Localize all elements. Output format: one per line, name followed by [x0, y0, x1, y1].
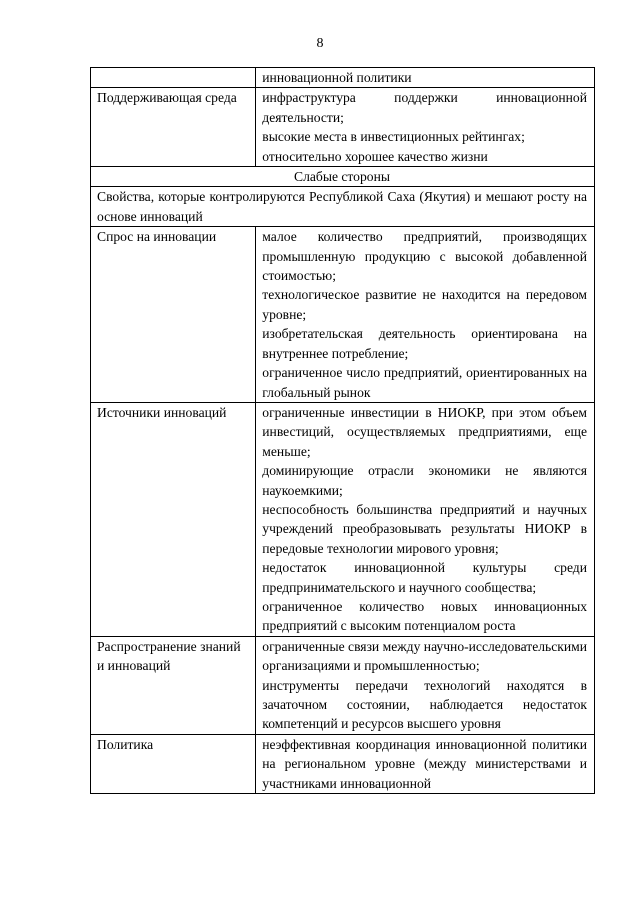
section-header-weaknesses: Слабые стороны — [91, 167, 595, 187]
table-cell-text — [256, 734, 595, 793]
page-number: 8 — [316, 36, 324, 51]
table-row — [91, 402, 595, 636]
table-cell-text — [256, 402, 595, 636]
list-item: инфраструктура поддержки инновационной деятельности; — [262, 90, 587, 125]
table-row — [91, 88, 595, 167]
list-item: неэффективная координация инновационной политики на региональном уровне (между министерствами и участниками инновационной — [262, 736, 587, 791]
list-item: высокие места в инвестиционных рейтингах; — [262, 129, 525, 145]
row-label-supporting-env: Поддерживающая среда — [91, 88, 256, 167]
list-item: ограниченное количество новых инновационных предприятий с высоким потенциалом роста — [262, 598, 587, 634]
row-label-innovation-demand: Спрос на инновации — [91, 227, 256, 403]
list-item: ограниченное число предприятий, ориентированных на глобальный рынок — [262, 365, 587, 400]
table-cell-text — [256, 227, 595, 403]
list-item: инструменты передачи технологий находятся в зачаточном состоянии, наблюдается недостаток компетенций и ресурсов высшего уровня — [262, 677, 587, 732]
strategy-table — [90, 67, 595, 794]
row-label-innovation-sources: Источники инноваций — [91, 402, 256, 636]
continuation-text: инновационной политики — [262, 70, 412, 85]
list-item: изобретательская деятельность ориентирована на внутреннее потребление; — [262, 326, 587, 361]
list-item: относительно хорошее качество жизни — [262, 148, 488, 164]
table-row — [91, 167, 595, 187]
table-cell-text — [256, 636, 595, 734]
table-cell-label — [91, 68, 256, 88]
table-row — [91, 227, 595, 403]
section-description: Свойства, которые контролируются Республикой Саха (Якутия) и мешают росту на основе инноваций — [91, 187, 595, 227]
table-row — [91, 187, 595, 227]
list-item: ограниченные инвестиции в НИОКР, при этом объем инвестиций, осуществляемых предприятиями, еще меньше; — [262, 404, 587, 459]
table-cell-text — [256, 68, 595, 88]
list-item: технологическое развитие не находится на передовом уровне; — [262, 287, 587, 322]
list-item: недостаток инновационной культуры среди предпринимательского и научного сообщества; — [262, 560, 587, 595]
list-item: ограниченные связи между научно-исследовательскими организациями и промышленностью; — [262, 638, 587, 674]
table-cell-text — [256, 88, 595, 167]
row-label-knowledge-diffusion: Распространение знаний и инноваций — [91, 636, 256, 734]
list-item: неспособность большинства предприятий и научных учреждений преобразовывать результаты НИОКР в передовые технологии мирового уровня; — [262, 501, 587, 556]
table-row — [91, 636, 595, 734]
list-item: малое количество предприятий, производящих промышленную продукцию с высокой добавленной стоимостью; — [262, 229, 587, 284]
table-row — [91, 68, 595, 88]
list-item: доминирующие отрасли экономики не являются наукоемкими; — [262, 463, 587, 498]
row-label-policy: Политика — [91, 734, 256, 793]
table-row — [91, 734, 595, 793]
